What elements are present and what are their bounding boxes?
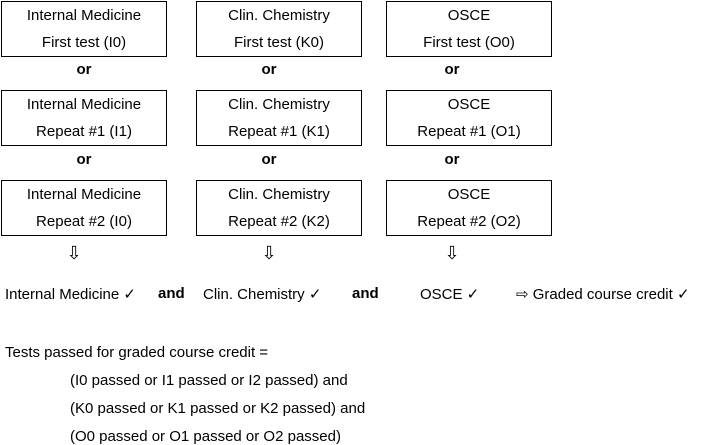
box-line1: Internal Medicine [26, 96, 142, 113]
box-line1: OSCE [447, 7, 491, 24]
box-line1: Internal Medicine [26, 186, 142, 203]
summary-and-1: and [158, 285, 185, 302]
or-connector: or [76, 151, 92, 168]
or-connector: or [261, 61, 277, 78]
box-line2: Repeat #2 (O2) [417, 213, 521, 230]
summary-clin-chemistry: Clin. Chemistry ✓ [203, 286, 322, 303]
or-connector: or [444, 151, 460, 168]
box-osce-repeat-2 [386, 180, 552, 236]
box-line1: Clin. Chemistry [228, 186, 330, 203]
box-clin-chemistry-repeat-1 [196, 90, 362, 146]
box-line2: First test (I0) [41, 34, 127, 51]
box-clin-chemistry-repeat-2 [196, 180, 362, 236]
summary-graded-course-credit: ⇨ Graded course credit ✓ [516, 286, 690, 303]
summary-internal-medicine: Internal Medicine ✓ [5, 286, 136, 303]
box-internal-medicine-first-test [1, 1, 167, 57]
formula-line-clin: (K0 passed or K1 passed or K2 passed) and [70, 400, 366, 417]
box-line2: Repeat #1 (K1) [228, 123, 330, 140]
down-arrow-icon: ⇩ [444, 243, 460, 263]
box-line2: First test (O0) [423, 34, 515, 51]
summary-and-2: and [352, 285, 379, 302]
box-internal-medicine-repeat-1 [1, 90, 167, 146]
or-connector: or [444, 61, 460, 78]
down-arrow-icon: ⇩ [66, 243, 82, 263]
box-line1: OSCE [447, 96, 491, 113]
down-arrow-icon: ⇩ [261, 243, 277, 263]
or-connector: or [76, 61, 92, 78]
formula-line-osce: (O0 passed or O1 passed or O2 passed) [70, 428, 341, 445]
box-line1: Internal Medicine [26, 7, 142, 24]
box-line1: Clin. Chemistry [228, 96, 330, 113]
box-line2: Repeat #1 (I1) [36, 123, 132, 140]
box-internal-medicine-repeat-2 [1, 180, 167, 236]
formula-heading: Tests passed for graded course credit = [5, 344, 269, 361]
box-line2: Repeat #2 (K2) [228, 213, 330, 230]
summary-osce: OSCE ✓ [420, 286, 480, 303]
box-line2: First test (K0) [233, 34, 324, 51]
box-line2: Repeat #1 (O1) [417, 123, 521, 140]
box-line2: Repeat #2 (I0) [36, 213, 132, 230]
box-line1: Clin. Chemistry [228, 7, 330, 24]
box-line1: OSCE [447, 186, 491, 203]
box-osce-first-test [386, 1, 552, 57]
box-clin-chemistry-first-test [196, 1, 362, 57]
formula-line-internal: (I0 passed or I1 passed or I2 passed) and [70, 372, 348, 389]
box-osce-repeat-1 [386, 90, 552, 146]
or-connector: or [261, 151, 277, 168]
